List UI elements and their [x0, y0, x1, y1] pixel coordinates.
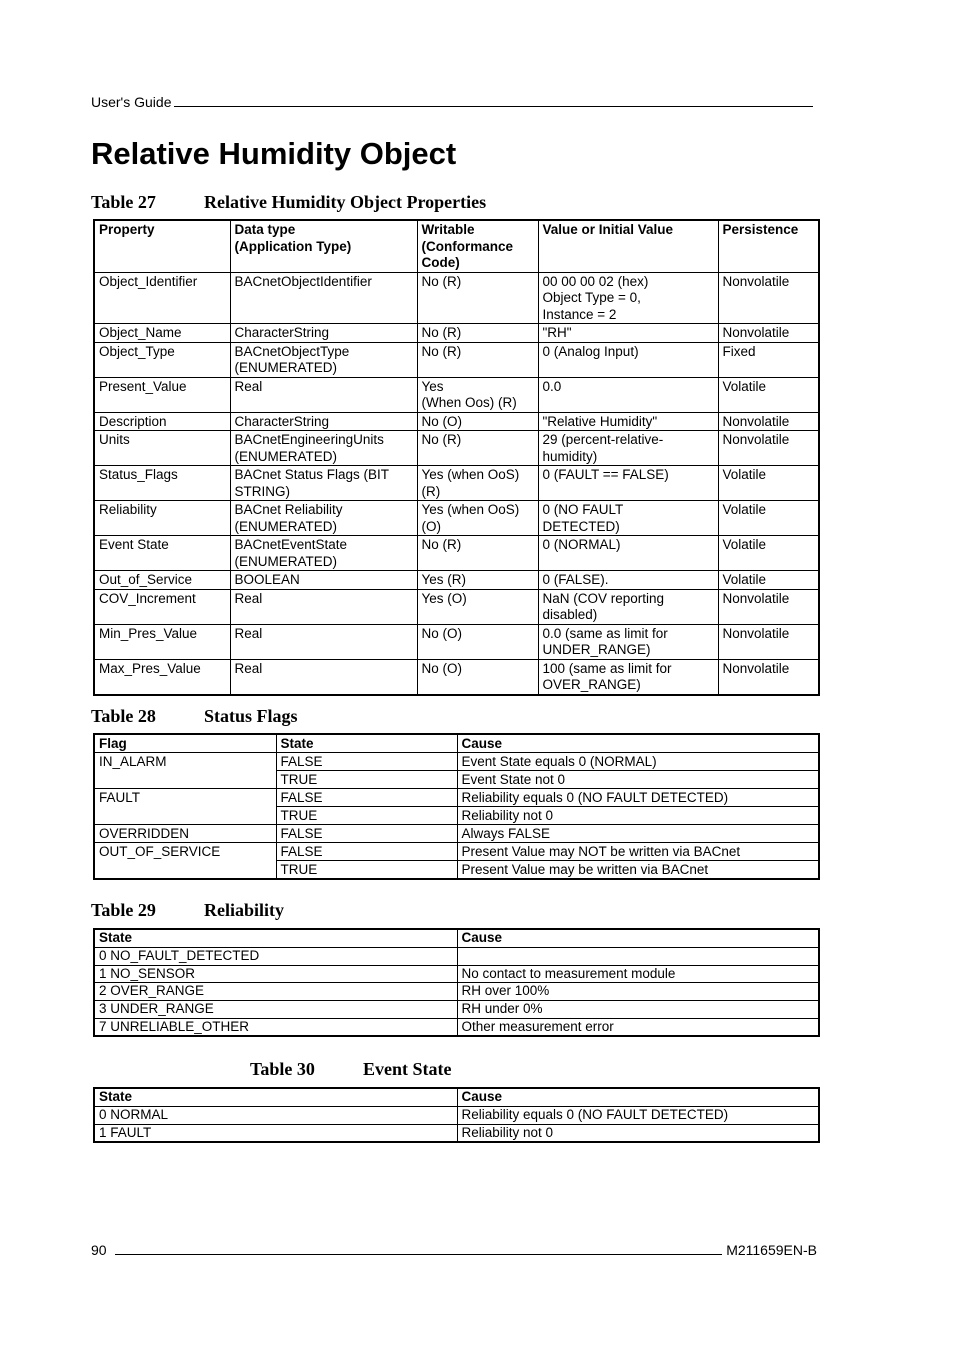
table-cell: OVERRIDDEN [94, 825, 276, 843]
table-row [94, 431, 819, 466]
event-state-table [93, 1087, 820, 1143]
table-cell: Object_Type [94, 342, 230, 377]
table-cell: Yes (When Oos) (R) [417, 377, 538, 412]
table-row [94, 1124, 819, 1142]
table-cell: Yes (when OoS) (O) [417, 501, 538, 536]
table-row [94, 501, 819, 536]
table-row [94, 342, 819, 377]
table-row [94, 624, 819, 659]
table-header-row [94, 929, 819, 947]
column-header: Data type (Application Type) [230, 220, 417, 272]
table-row [94, 536, 819, 571]
table30-number: Table 30 [250, 1059, 315, 1079]
header-rule [174, 106, 813, 107]
table-row [94, 1106, 819, 1124]
table-cell: IN_ALARM [94, 753, 276, 771]
table29-title: Reliability [204, 900, 284, 920]
table-cell: Status_Flags [94, 466, 230, 501]
table28-caption [91, 706, 298, 727]
table-cell: No (O) [417, 659, 538, 695]
table-cell: FALSE [276, 753, 457, 771]
column-header: Value or Initial Value [538, 220, 718, 272]
reliability-table [93, 928, 820, 1037]
table-row [94, 324, 819, 343]
header-label: User's Guide [91, 94, 172, 110]
table-cell: Reliability not 0 [457, 1124, 819, 1142]
table-cell: 0 (NO FAULT DETECTED) [538, 501, 718, 536]
column-header: Flag [94, 734, 276, 753]
table-cell: BOOLEAN [230, 571, 417, 590]
column-header: Writable (Conformance Code) [417, 220, 538, 272]
table-cell: RH over 100% [457, 983, 819, 1001]
table-cell: Volatile [718, 536, 819, 571]
table-row [94, 589, 819, 624]
table-row [94, 789, 819, 807]
table-cell: 100 (same as limit for OVER_RANGE) [538, 659, 718, 695]
table-cell: Reliability equals 0 (NO FAULT DETECTED) [457, 789, 819, 807]
table29-caption [91, 900, 284, 921]
table-cell: BACnetObjectType (ENUMERATED) [230, 342, 417, 377]
table28-title: Status Flags [204, 706, 298, 726]
table-cell: Real [230, 377, 417, 412]
table-row [94, 466, 819, 501]
table-cell: 0 (FALSE). [538, 571, 718, 590]
table27-number: Table 27 [91, 192, 156, 212]
table-row [94, 843, 819, 861]
table-cell: CharacterString [230, 412, 417, 431]
column-header: State [276, 734, 457, 753]
table-cell: BACnet Status Flags (BIT STRING) [230, 466, 417, 501]
table27-caption [91, 192, 486, 213]
table-cell: Other measurement error [457, 1018, 819, 1036]
table-cell: No contact to measurement module [457, 965, 819, 983]
table-cell: No (R) [417, 342, 538, 377]
column-header: Cause [457, 734, 819, 753]
table-cell: "Relative Humidity" [538, 412, 718, 431]
table-cell: FAULT [94, 789, 276, 807]
table-cell: Object_Identifier [94, 272, 230, 324]
table-cell: Nonvolatile [718, 659, 819, 695]
table27-title: Relative Humidity Object Properties [204, 192, 487, 212]
table-header-row [94, 1088, 819, 1106]
table-cell: BACnetObjectIdentifier [230, 272, 417, 324]
table-row [94, 807, 819, 825]
table-cell: 0 NORMAL [94, 1106, 457, 1124]
table-cell [457, 947, 819, 965]
table30-caption [250, 1059, 452, 1080]
document-code: M211659EN-B [726, 1242, 817, 1258]
table-cell: Always FALSE [457, 825, 819, 843]
table-cell: Event State [94, 536, 230, 571]
table-cell: FALSE [276, 789, 457, 807]
table-row [94, 412, 819, 431]
table-cell: Nonvolatile [718, 272, 819, 324]
table-cell: Min_Pres_Value [94, 624, 230, 659]
table-cell: NaN (COV reporting disabled) [538, 589, 718, 624]
table-row [94, 771, 819, 789]
table30-title: Event State [363, 1059, 452, 1079]
table-cell: Real [230, 624, 417, 659]
table-cell: FALSE [276, 843, 457, 861]
table-cell [94, 807, 276, 825]
page-number: 90 [91, 1242, 107, 1258]
table-row [94, 1001, 819, 1019]
table29-number: Table 29 [91, 900, 156, 920]
table-cell: Object_Name [94, 324, 230, 343]
table-cell: Present_Value [94, 377, 230, 412]
table-cell: Real [230, 589, 417, 624]
table-row [94, 861, 819, 880]
status-flags-table [93, 733, 820, 880]
table-cell: 0 (FAULT == FALSE) [538, 466, 718, 501]
table-cell: Fixed [718, 342, 819, 377]
table-cell: 1 NO_SENSOR [94, 965, 457, 983]
table-cell: CharacterString [230, 324, 417, 343]
table-cell: 0.0 [538, 377, 718, 412]
table-row [94, 825, 819, 843]
table-cell: BACnetEventState (ENUMERATED) [230, 536, 417, 571]
table-cell [94, 861, 276, 880]
table-cell: 0 (Analog Input) [538, 342, 718, 377]
column-header: State [94, 1088, 457, 1106]
table-cell: No (R) [417, 536, 538, 571]
table-cell: Present Value may be written via BACnet [457, 861, 819, 880]
table-cell: Nonvolatile [718, 589, 819, 624]
column-header: Persistence [718, 220, 819, 272]
table-cell: OUT_OF_SERVICE [94, 843, 276, 861]
table-cell: Nonvolatile [718, 431, 819, 466]
table-cell: Event State equals 0 (NORMAL) [457, 753, 819, 771]
table-cell: Nonvolatile [718, 412, 819, 431]
table-cell: Volatile [718, 466, 819, 501]
table-header-row [94, 220, 819, 272]
column-header: Property [94, 220, 230, 272]
table-cell: Real [230, 659, 417, 695]
table-cell: Volatile [718, 377, 819, 412]
table-cell: 0 (NORMAL) [538, 536, 718, 571]
column-header: Cause [457, 1088, 819, 1106]
table-cell: TRUE [276, 861, 457, 880]
column-header: Cause [457, 929, 819, 947]
table-cell: Reliability [94, 501, 230, 536]
table-cell: No (R) [417, 272, 538, 324]
table-cell: Nonvolatile [718, 324, 819, 343]
running-footer [91, 1238, 817, 1258]
table-row [94, 659, 819, 695]
table-row [94, 377, 819, 412]
table-row [94, 753, 819, 771]
table-cell: Description [94, 412, 230, 431]
properties-table [93, 219, 820, 696]
table-cell: 7 UNRELIABLE_OTHER [94, 1018, 457, 1036]
table-cell: TRUE [276, 807, 457, 825]
table-cell: BACnetEngineeringUnits (ENUMERATED) [230, 431, 417, 466]
table-cell: Event State not 0 [457, 771, 819, 789]
table-row [94, 983, 819, 1001]
table-cell: Volatile [718, 571, 819, 590]
running-header [91, 90, 813, 110]
table-row [94, 1018, 819, 1036]
table-cell: 2 OVER_RANGE [94, 983, 457, 1001]
table-cell: No (R) [417, 431, 538, 466]
table-cell: "RH" [538, 324, 718, 343]
table-cell: Units [94, 431, 230, 466]
table-cell: 0 NO_FAULT_DETECTED [94, 947, 457, 965]
table-cell: RH under 0% [457, 1001, 819, 1019]
table-cell: COV_Increment [94, 589, 230, 624]
table-cell: Nonvolatile [718, 624, 819, 659]
table-cell: 3 UNDER_RANGE [94, 1001, 457, 1019]
table-cell: Max_Pres_Value [94, 659, 230, 695]
table-cell: BACnet Reliability (ENUMERATED) [230, 501, 417, 536]
table-cell: Volatile [718, 501, 819, 536]
table-cell: TRUE [276, 771, 457, 789]
table-cell: Out_of_Service [94, 571, 230, 590]
table-header-row [94, 734, 819, 753]
table-cell [94, 771, 276, 789]
table-cell: Yes (O) [417, 589, 538, 624]
table-cell: Reliability equals 0 (NO FAULT DETECTED) [457, 1106, 819, 1124]
table-cell: No (O) [417, 624, 538, 659]
table-row [94, 965, 819, 983]
table-cell: No (R) [417, 324, 538, 343]
footer-rule [115, 1254, 723, 1255]
table-cell: Yes (when OoS) (R) [417, 466, 538, 501]
table-cell: Reliability not 0 [457, 807, 819, 825]
table-cell: No (O) [417, 412, 538, 431]
table-row [94, 947, 819, 965]
table-cell: 00 00 00 02 (hex) Object Type = 0, Instance = 2 [538, 272, 718, 324]
table-cell: 0.0 (same as limit for UNDER_RANGE) [538, 624, 718, 659]
table28-number: Table 28 [91, 706, 156, 726]
table-row [94, 272, 819, 324]
table-cell: 29 (percent-relative- humidity) [538, 431, 718, 466]
table-cell: 1 FAULT [94, 1124, 457, 1142]
table-cell: FALSE [276, 825, 457, 843]
table-cell: Yes (R) [417, 571, 538, 590]
page-title: Relative Humidity Object [91, 136, 457, 171]
table-row [94, 571, 819, 590]
table-cell: Present Value may NOT be written via BACnet [457, 843, 819, 861]
column-header: State [94, 929, 457, 947]
